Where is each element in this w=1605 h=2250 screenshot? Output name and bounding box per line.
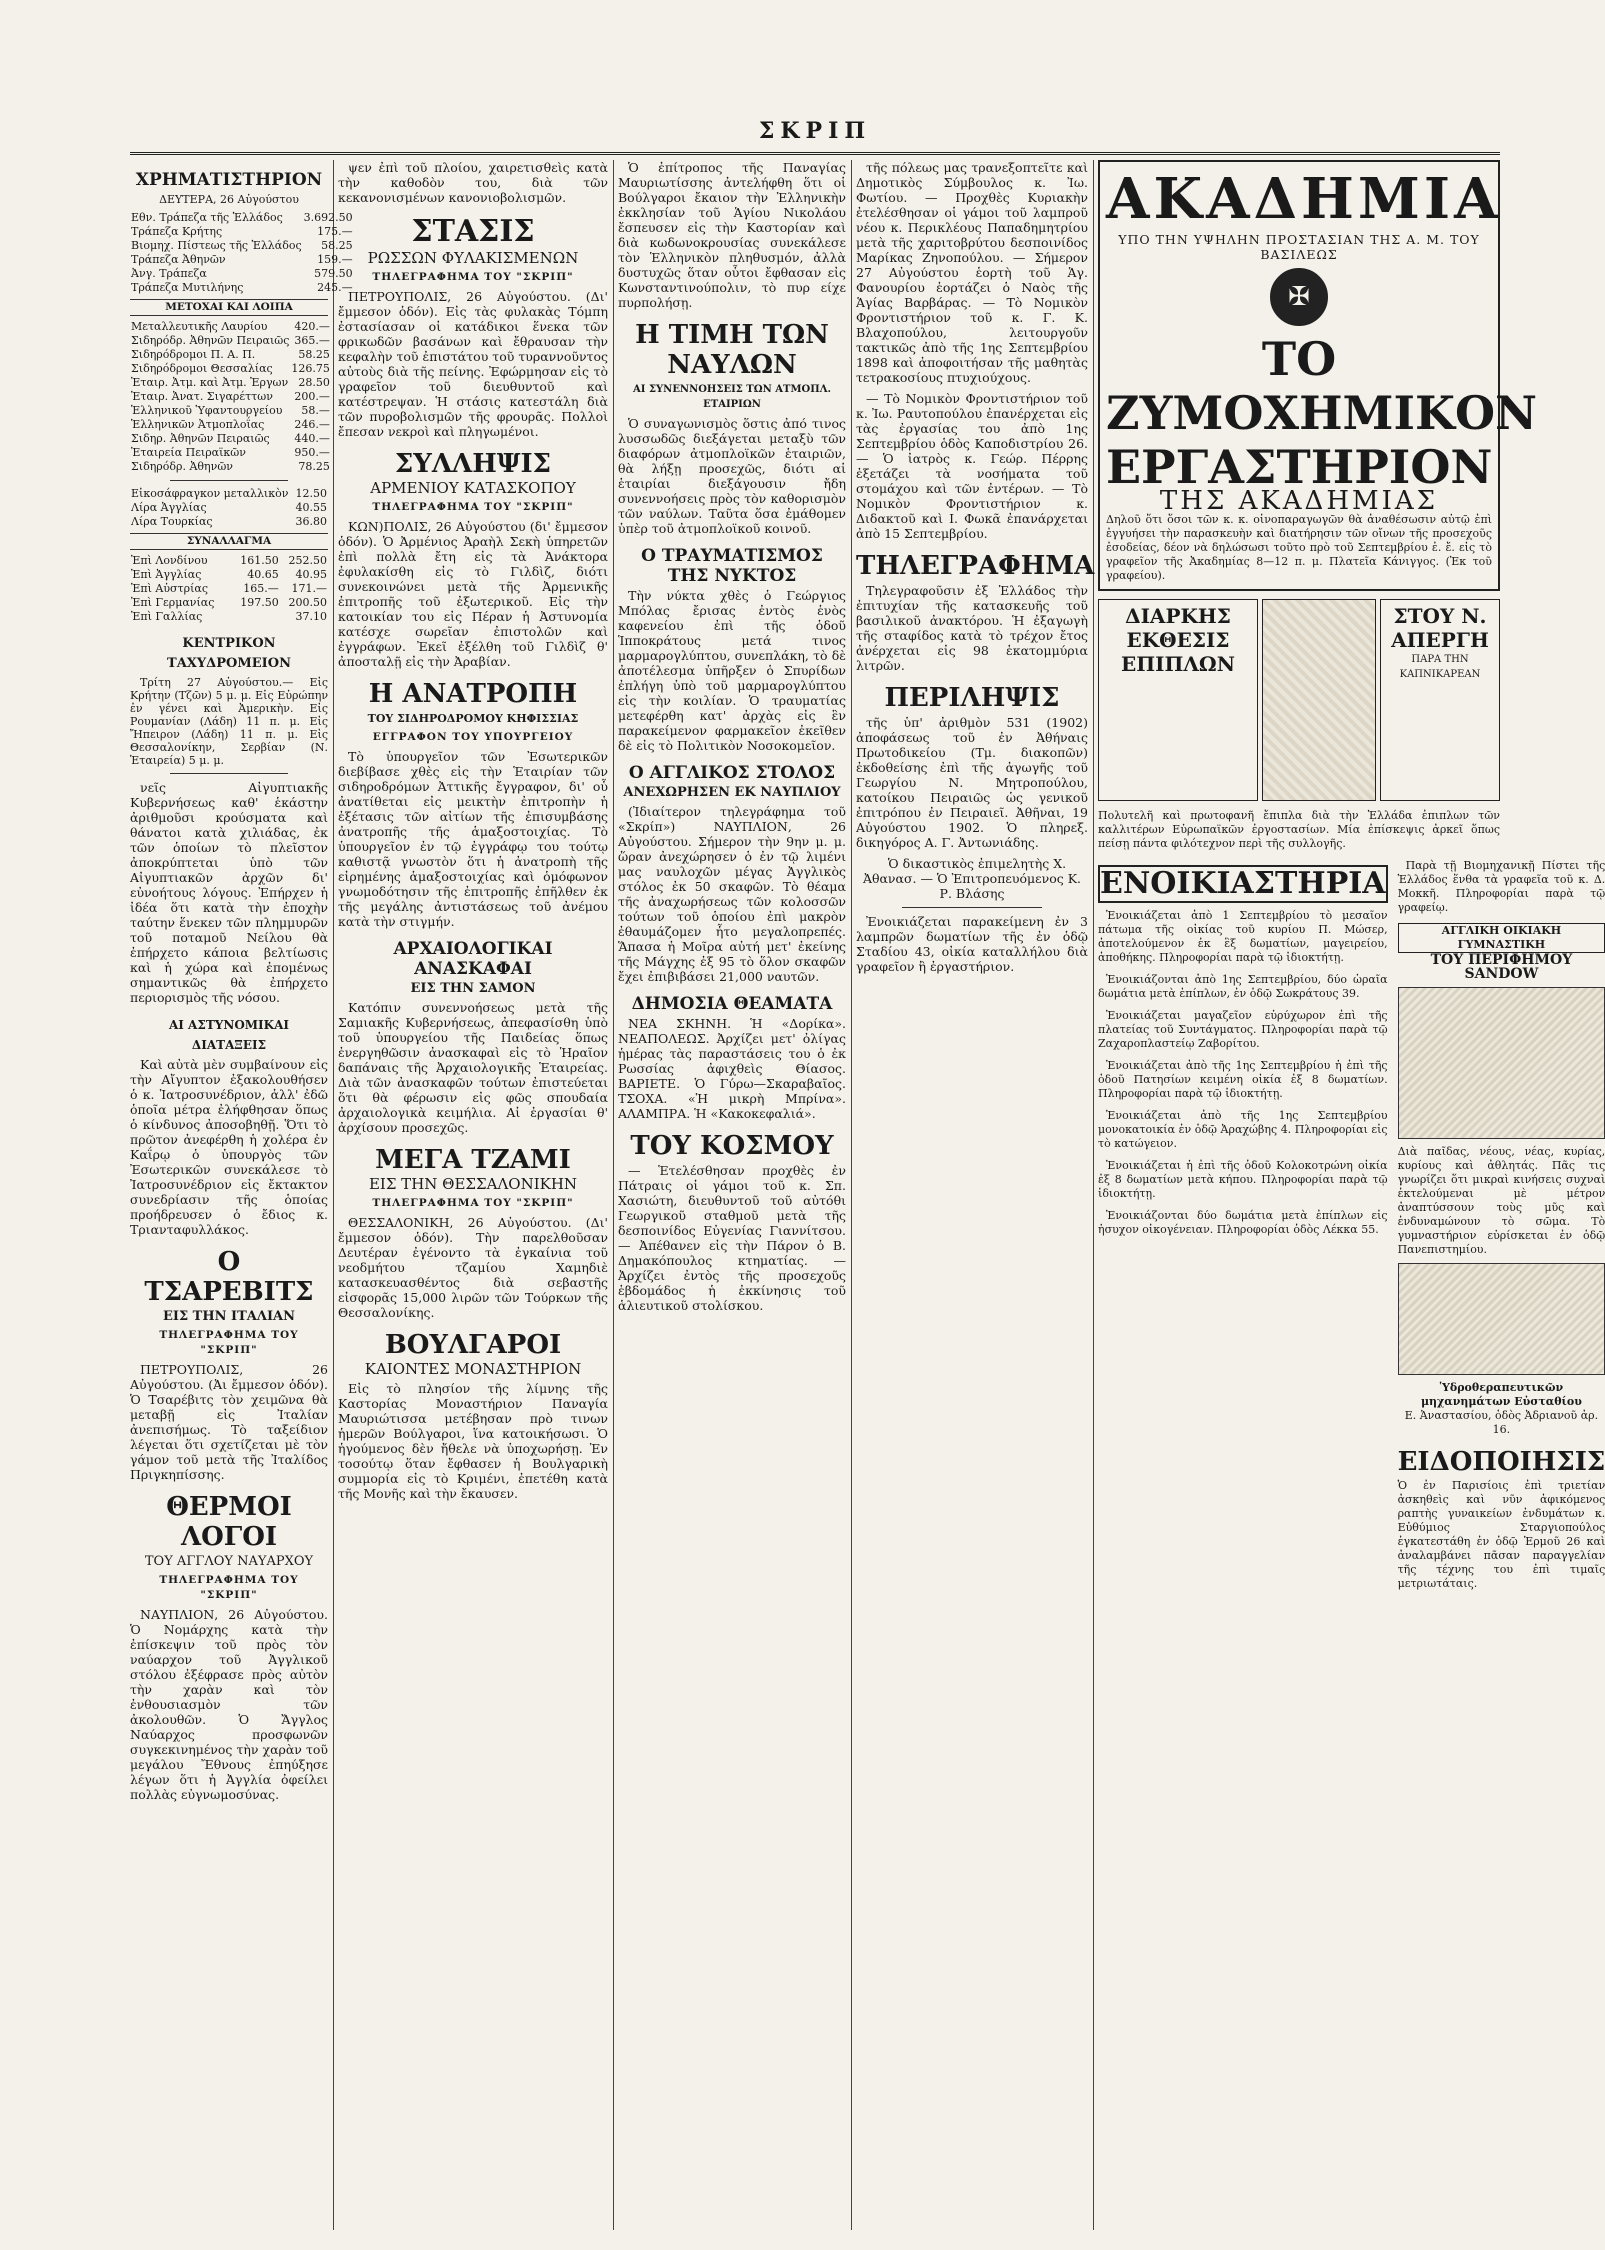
divider bbox=[170, 480, 289, 481]
column-rule bbox=[851, 160, 852, 2230]
table-cell-value: 440.— bbox=[294, 432, 330, 445]
expo-right bbox=[1380, 599, 1500, 801]
column-rule bbox=[613, 160, 614, 2230]
article-text: ψεν ἐπὶ τοῦ πλοίου, χαιρετισθεὶς κατὰ τὴν καθοδὸν του, διὰ τῶν κεκανονισμένων κανονιοβολισμῶν. bbox=[338, 160, 608, 205]
table-cell-value: 161.50 bbox=[240, 554, 279, 567]
rent-item: Ἐνοικιάζονται ἀπὸ 1ης Σεπτεμβρίου, δύο ὡραῖα δωμάτια μετὰ ἐπίπλων, ἐν ὁδῷ Σωκράτους 39. bbox=[1098, 973, 1388, 1000]
table-cell-label: Σιδηρόδρ. Ἀθηνῶν Πειραιῶς bbox=[131, 334, 290, 347]
mosque-title: ΜΕΓΑ ΤΖΑΜΙ bbox=[375, 1145, 571, 1175]
table-cell-label: Βιομηχ. Πίστεως τῆς Ἑλλάδος bbox=[131, 239, 302, 252]
table-row bbox=[130, 610, 328, 624]
table-row bbox=[130, 211, 354, 225]
table-cell-value: 36.80 bbox=[295, 515, 327, 528]
rent-item: Ἐνοικιάζεται ἀπὸ 1 Σεπτεμβρίου τὸ μεσαῖον πάτωμα τῆς οἰκίας τοῦ κυρίου Π. Μώσερ, ἀποτελούμενον ἐκ ἓξ δωματίων, μαγειρείου, ἀποθήκης. Πληροφορίαι παρὰ τῷ ἰδιοκτήτῃ. bbox=[1098, 909, 1388, 964]
furniture-ad bbox=[1098, 599, 1500, 801]
table-cell-value: 3.692.50 bbox=[303, 211, 353, 224]
table-row bbox=[130, 432, 331, 446]
column-rule bbox=[1093, 160, 1094, 2230]
hydro-illustration bbox=[1398, 1263, 1605, 1375]
column-rule bbox=[333, 160, 334, 2230]
table-row bbox=[130, 568, 328, 582]
table-cell-label: Τράπεζα Κρήτης bbox=[131, 225, 223, 238]
table-cell-label: Ἐπὶ Λονδίνου bbox=[131, 554, 208, 567]
hydro-text: Ε. Ἀναστασίου, ὁδὸς Ἀδριανοῦ ἀρ. 16. bbox=[1404, 1409, 1599, 1436]
mutiny-telegram: ΤΗΛΕΓΡΑΦΗΜΑ ΤΟΥ "ΣΚΡΙΠ" bbox=[372, 271, 574, 283]
table-cell-value: 40.55 bbox=[295, 501, 327, 514]
expo-right-title: ΣΤΟΥ Ν. ΑΠΕΡΓΗ bbox=[1391, 604, 1489, 652]
world-title: ΤΟΥ ΚΟΣΜΟΥ bbox=[630, 1131, 834, 1161]
table-cell-value: 246.— bbox=[294, 418, 330, 431]
notice-title: ΕΙΔΟΠΟΙΗΣΙΣ bbox=[1397, 1447, 1605, 1477]
table-cell-value: 245.— bbox=[317, 281, 353, 294]
gym-text: Διὰ παῖδας, νέους, νέας, κυρίας, κυρίους καὶ ἀθλητάς. Πᾶς τις γνωρίζει ὅτι μικραὶ κινήσεις συχναὶ ἐκτελούμεναι μὲ μέτρον ἀναπτύσσουν τοὺς μῦς καὶ ἐνδυναμώνουν τὸ σῶμα. Τὸ γυμναστήριον εὑρίσκεται ἐν ὁδῷ Πανεπιστημίου. bbox=[1397, 1145, 1605, 1256]
table-cell-value: 171.— bbox=[291, 582, 327, 595]
tsarevitch-text: ΠΕΤΡΟΥΠΟΛΙΣ, 26 Αὐγούστου. (Ἀι ἔμμεσον ὁδόν). Ὁ Τσαρέβιτς τὸν χειμῶνα θὰ μεταβῇ εἰς Ἰταλίαν ἀνεπισήμως. Τὸ ταξείδιον λέγεται ὅτι σχετίζεται μὲ τὸν γάμον τοῦ μετὰ τῆς Ἰταλίδος Πριγκηπίσσης. bbox=[130, 1362, 328, 1482]
hot-sub: ΤΟΥ ΑΓΓΛΟΥ ΝΑΥΑΡΧΟΥ bbox=[144, 1554, 314, 1569]
mosque-sub: ΕΙΣ ΤΗΝ ΘΕΣΣΑΛΟΝΙΚΗΝ bbox=[368, 1175, 578, 1193]
table-row bbox=[130, 362, 331, 376]
table-row bbox=[130, 376, 331, 390]
arrest-text: ΚΩΝ)ΠΟΛΙΣ, 26 Αὐγούστου (δι' ἔμμεσον ὁδόν). Ὁ Ἀρμένιος Ἀραὴλ Σεκὴ ὑπηρετῶν ἐπὶ πολλὰ ἔτη εἰς τὰ Ἀνάκτορα ἐφυλακίσθη εἰς τὸ Γιλδὶζ, διότι συνεκοινώνει μετὰ τῆς Ἀρμενικῆς ἐπιτροπῆς τοῦ ἐξωτερικοῦ. Εἰς τὴν κατοικίαν του εἰς Πέραν ἡ Ἀστυνομία κατέσχε σωρεῖαν ἐπιστολῶν καὶ ἐγγράφων. Ἐκεῖ ἐξέλθη τοῦ Γιλδὶζ θ' ἀποσταλῇ εἰς τὴν Ἀραβίαν. bbox=[338, 519, 608, 669]
rent-notice-text: Ἐνοικιάζεται παρακείμενη ἐν 3 λαμπρῶν δωματίων τῆς ἐν ὁδῷ Σταδίου 43, οἰκία καταλλήλου διὰ γραφεῖον ἢ ἐργαστήριον. bbox=[856, 914, 1088, 974]
table-cell-value: 252.50 bbox=[288, 554, 327, 567]
arrest-title: ΣΥΛΛΗΨΙΣ bbox=[394, 449, 552, 479]
rent-item: Ἐνοικιάζεται ἀπὸ τῆς 1ης Σεπτεμβρίου ἡ ἐπὶ τῆς ὁδοῦ Πατησίων κειμένη οἰκία ἐξ 8 δωματίων. Πληροφορίαι παρὰ τῷ ἰδιοκτήτῃ. bbox=[1098, 1059, 1388, 1100]
rent-and-gym bbox=[1098, 859, 1605, 1591]
arrest-telegram: ΤΗΛΕΓΡΑΦΗΜΑ ΤΟΥ "ΣΚΡΙΠ" bbox=[372, 501, 574, 513]
arch-title: ΑΡΧΑΙΟΛΟΓΙΚΑΙ ΑΝΑΣΚΑΦΑΙ bbox=[393, 939, 553, 979]
mosque-telegram: ΤΗΛΕΓΡΑΦΗΜΑ ΤΟΥ "ΣΚΡΙΠ" bbox=[372, 1197, 574, 1209]
table-cell-value: 197.50 bbox=[240, 596, 279, 609]
article-text: νεῖς Αἰγυπτιακῆς Κυβερνήσεως καθ' ἑκάστην ἀριθμοῦσι κρούσματα καὶ θάνατοι κατὰ χιλιάδας, ἐκ τῶν ὁποίων τὸ πλεῖστον ἀποκρύπτεται ὑπὸ τῶν Αἰγυπτιακῶν ἀρχῶν δι' εὐνοήτους λόγους. Ἐπήρχεν ἡ ἰδέα ὅτι κατὰ τὴν ἐποχὴν ταύτην ἕνεκεν τῶν πλημμυρῶν τοῦ ποταμοῦ Νείλου θὰ ἐπήρχετο κάποια βελτίωσις καὶ ἡ χώρα καὶ ἐπομένως σημαντικῶς θὰ ἐπήρχετο περιορισμὸς τῆς νόσου. bbox=[130, 780, 328, 1005]
post-text: Τρίτη 27 Αὐγούστου.— Εἰς Κρήτην (Τζῶν) 5 μ. μ. Εἰς Εὐρώπην ἐν γένει καὶ Ἀμερικὴν. Εἰς Ρουμανίαν (Λάδη) 11 π. μ. Εἰς Ἤπειρον (Λάδη) 11 π. μ. Εἰς Θεσσαλονίκην, Σερβίαν (Ν. Ἑταιρεία) 5 μ. μ. bbox=[130, 676, 328, 767]
wound-text: Τὴν νύκτα χθὲς ὁ Γεώργιος Μπόλας ἔρισας ἐντὸς ἑνὸς καφενείου ἐπὶ τῆς ὁδοῦ Ἱπποκράτους μετά τινος μαρμαρογλύπτου, συνεπλάκη, τὸ δὲ ἀποτέλεσμα ὑπῆρξεν ὁ Σπυρίδων ἐπλήγη ὑπὸ τοῦ μαρμαρογλύπτου εἰς τὴν κοιλίαν. Ὁ τραυματίας μετεφέρθη κατ' ἀρχὰς εἰς ἓν παρακείμενον φαρμακεῖον ἐκεῖθεν δὲ εἰς τὸ Πολιτικὸν Νοσοκομεῖον. bbox=[618, 588, 846, 753]
telegrams-title: ΤΗΛΕΓΡΑΦΗΜΑ bbox=[856, 551, 1095, 581]
mosque-text: ΘΕΣΣΑΛΟΝΙΚΗ, 26 Αὐγούστου. (Δι' ἔμμεσον ὁδόν). Τὴν παρελθοῦσαν Δευτέραν ἐγένοντο τὰ ἐγκαίνια τοῦ νεοδμήτου τζαμίου Χαμηδιὲ κατασκευασθέντος διὰ σεβαστῆς εἰσφορᾶς 15,000 λιρῶν τῶν Τούρκων τῆς Θεσσαλονίκης. bbox=[338, 1215, 608, 1320]
newspaper-title: ΣΚΡΙΠ bbox=[758, 118, 872, 144]
summary-title: ΠΕΡΙΛΗΨΙΣ bbox=[884, 683, 1060, 713]
bourse-table-b bbox=[130, 320, 331, 474]
table-cell-value: 175.— bbox=[317, 225, 353, 238]
lab-title: ΤΟ ΖΥΜΟΧΗΜΙΚΟΝ ΕΡΓΑΣΤΗΡΙΟΝ bbox=[1106, 332, 1538, 494]
lab-text: Δηλοῦ ὅτι ὅσοι τῶν κ. κ. οἰνοπαραγωγῶν θὰ ἀναθέσωσιν αὐτῷ ἐπὶ ἐγγυήσει τὴν παρασκευὴν καὶ διατήρησιν τῶν οἴνων τῆς προσεχοῦς ἐσοδείας, δέον νὰ δηλώσωσι τοῦτο πρὸ τοῦ Σεπτεμβρίου ἐ. ἔ. εἰς τὸ γραφεῖον τῆς Ἀκαδημίας 8—12 π. μ. Πλατεῖα Κάνιγγος. (Ἐκ τοῦ γραφείου). bbox=[1106, 513, 1492, 582]
world-text: — Ἑτελέσθησαν προχθὲς ἐν Πάτραις οἱ γάμοι τοῦ κ. Σπ. Χασιώτη, διευθυντοῦ τοῦ αὐτόθι Γεωργικοῦ σταθμοῦ μετὰ τῆς δεσποινίδος Εὐγενίας Γιαννίτσου. — Ἀπέθανεν εἰς τὴν Πάρον ὁ Β. Δημακόπουλος κτηματίας. — Ἀρχίζει ἐντὸς τῆς προσεχοῦς ἑβδομάδος ἡ ἐκκίνησις τοῦ ἁλιευτικοῦ στολίσκου. bbox=[618, 1163, 846, 1313]
table-cell-label: Τράπεζα Μυτιλήνης bbox=[131, 281, 244, 294]
hydro-title: Ὑδροθεραπευτικῶν μηχανημάτων Εὐσταθίου bbox=[1421, 1381, 1582, 1408]
gym-column bbox=[1398, 859, 1605, 1591]
table-cell-label: Ἀνγ. Τράπεζα bbox=[131, 267, 207, 280]
signature-text: Ὁ δικαστικὸς ἐπιμελητὴς Χ. Ἀθανασ. — Ὁ Ἐπιτροπευόμενος Κ. Ρ. Βλάσης bbox=[862, 856, 1082, 901]
table-cell-value: 579.50 bbox=[314, 267, 353, 280]
table-cell-value: 78.25 bbox=[298, 460, 330, 473]
article-text: Ὁ ἐπίτροπος τῆς Παναγίας Μαυριωτίσσης ἀντελήφθη ὅτι οἱ Βούλγαροι ἔκαιον τὴν Ἑλληνικὴν ἐκκλησίαν τοῦ Ἁγίου Νικολάου ἔσπευσεν εἰς τὴν Καστορίαν καὶ διὰ κωδωνοκρουσίας συνεκάλεσε τὸν Ἑλληνικὸν πληθυσμόν, ἀλλὰ δυστυχῶς ὅταν οὗτοι ἔφθασαν εἰς Κωνσταντινούπολιν, τὸ πυρ είχε πυρπολήσῃ. bbox=[618, 160, 846, 310]
table-row bbox=[130, 320, 331, 334]
table-row bbox=[130, 253, 354, 267]
masthead bbox=[130, 118, 1500, 155]
overturn-text: Τὸ ὑπουργεῖον τῶν Ἐσωτερικῶν διεβίβασε χθὲς εἰς τὴν Ἑταιρίαν τῶν σιδηροδρόμων Ἀττικῆς ἔγγραφον, δι' οὗ ἀνατίθεται εἰς μεικτὴν ἐπιτροπὴν ἡ ἐξέτασις τῶν αἰτίων τῆς ἐπισυμβάσης ἀνατροπῆς τῆς ἁμαξοστοιχίας. Τὸ ὑπουργεῖον ἐν τῷ ἐγγράφῳ του τούτῳ καθιστᾷ γνωστὸν ὅτι ἡ ἀνατροπὴ τῆς εἰρημένης ἁμαξοστοιχίας καὶ ὁμόφωνον γνωμοδότησιν τῆς ἐπιτροπῆς ἐπῆλθεν ἐκ τῆς μεγάλης ἀντιστάσεως τοῦ ἀνέμου κατὰ τὴν στιγμήν. bbox=[338, 749, 608, 929]
hot-text: ΝΑΥΠΛΙΟΝ, 26 Αὐγούστου. Ὁ Νομάρχης κατὰ τὴν ἐπίσκεψιν τοῦ πρὸς τὸν ναύαρχον τοῦ Ἀγγλικοῦ στόλου ἐξέφρασε πρὸς αὐτὸν τὴν χαρὰν καὶ τὸν ἐνθουσιασμὸν τῶν ἀκολουθῶν. Ὁ Ἄγγλος Ναύαρχος προσφωνῶν συγκεκινημένος τὴν χαρὰν τοῦ μεγάλου Ἔθνους ἐπηύξησε λέγων ὅτι ἡ Ἀγγλία ὀφείλει πολλὰς εὐγνωμοσύνας. bbox=[130, 1607, 328, 1802]
tsarevitch-title: Ο ΤΣΑΡΕΒΙΤΣ bbox=[144, 1247, 314, 1307]
lab-subtitle: ΤΗΣ ΑΚΑΔΗΜΙΑΣ bbox=[1159, 486, 1439, 516]
table-cell-label: Ἐπὶ Αὐστρίας bbox=[131, 582, 209, 595]
rent-item: Ἐνοικιάζεται ἀπὸ τῆς 1ης Σεπτεμβρίου μονοκατοικία ἐν ὁδῷ Ἀραχώβης 4. Πληροφορίαι εἰς τὸ κατώγειον. bbox=[1098, 1109, 1388, 1150]
table-cell-label: Σιδηρ. Ἀθηνῶν Πειραιῶς bbox=[131, 432, 270, 445]
table-cell-label: Ἐπὶ Ἀγγλίας bbox=[131, 568, 202, 581]
mutiny-text: ΠΕΤΡΟΥΠΟΛΙΣ, 26 Αὐγούστου. (Δι' ἔμμεσον ὁδόν). Εἰς τὰς φυλακὰς Τόμπη ἐστασίασαν οἱ κατάδικοι ἕνεκα τῶν φρικωδῶν βασάνων καὶ ἔθραυσαν τὴν κεφαλὴν τοῦ ἐπιστάτου τοῦ τυραννοῦντος αὐτοὺς διὰ τῆς πείνης. Ἐφώρμησαν εἰς τὸ γραφεῖον τοῦ διευθυντοῦ καὶ κατέστρεψαν. Ἡ στάσις κατεστάλη διὰ τῶν πυροβολισμῶν τῆς φρουρᾶς. Πολλοὶ ἔπεσαν νεκροὶ καὶ πληγωμένοι. bbox=[338, 289, 608, 439]
column-4 bbox=[856, 160, 1095, 2230]
table-row bbox=[130, 281, 354, 295]
bourse-date: ΔΕΥΤΕΡΑ, 26 Αὐγούστου bbox=[159, 193, 299, 206]
table-cell-value: 950.— bbox=[294, 446, 330, 459]
arrest-sub: ΑΡΜΕΝΙΟΥ ΚΑΤΑΣΚΟΠΟΥ bbox=[370, 479, 576, 497]
divider bbox=[902, 907, 1041, 908]
table-cell-label: Ἑλληνικῶν Ἀτμοπλοΐας bbox=[131, 418, 265, 431]
summary-text: τῆς ὑπ' ἀριθμὸν 531 (1902) ἀποφάσεως τοῦ ἐν Ἀθήναις Πρωτοδικείου (Τμ. διακοπῶν) ἐκδοθείσης ἐπὶ τῆς ἀγωγῆς τοῦ Γεωργίου Ν. Μητροπούλου, κατοίκου Πειραιῶς ὡς γενικοῦ ἐπιτρόπου ἐν Πειραιεῖ. Ἀθῆναι, 19 Αὐγούστου 1902. Ὁ πληρεξ. δικηγόρος Α. Γ. Ἀντωνιάδης. bbox=[856, 715, 1088, 850]
fares-sub: ΑΙ ΣΥΝΕΝΝΟΗΣΕΙΣ ΤΩΝ ΑΤΜΟΠΛ. ΕΤΑΙΡΙΩΝ bbox=[633, 384, 831, 410]
table-cell-value: 420.— bbox=[294, 320, 330, 333]
table-cell-label: Λίρα Τουρκίας bbox=[131, 515, 213, 528]
table-row bbox=[130, 225, 354, 239]
table-row bbox=[130, 554, 328, 568]
table-row bbox=[130, 239, 354, 253]
overturn-sub: ΤΟΥ ΣΙΔΗΡΟΔΡΟΜΟΥ ΚΗΦΙΣΣΙΑΣ bbox=[367, 712, 579, 725]
hot-telegram: ΤΗΛΕΓΡΑΦΗΜΑ ΤΟΥ "ΣΚΡΙΠ" bbox=[159, 1574, 299, 1601]
mutiny-sub: ΡΩΣΣΩΝ ΦΥΛΑΚΙΣΜΕΝΩΝ bbox=[367, 249, 579, 267]
royal-crest-icon: ✠ bbox=[1270, 268, 1328, 326]
table-cell-value: 58.25 bbox=[321, 239, 353, 252]
bourse-title: ΧΡΗΜΑΤΙΣΤΗΡΙΟΝ bbox=[135, 170, 323, 190]
table-cell-label: Μεταλλευτικῆς Λαυρίου bbox=[131, 320, 268, 333]
fleet-sub: ΑΝΕΧΩΡΗΣΕΝ ΕΚ ΝΑΥΠΛΙΟΥ bbox=[623, 785, 841, 800]
arch-sub: ΕΙΣ ΤΗΝ ΣΑΜΟΝ bbox=[410, 981, 536, 996]
rent-item: Ἐνοικιάζονται δύο δωμάτια μετὰ ἐπίπλων εἰς ἡσυχον οἰκογένειαν. Πληροφορίαι ὁδὸς Λέκκα 55. bbox=[1098, 1209, 1388, 1236]
furniture-illustration bbox=[1262, 599, 1376, 801]
table-cell-value: 58.25 bbox=[298, 348, 330, 361]
arch-text: Κατόπιν συνεννοήσεως μετὰ τῆς Σαμιακῆς Κυβερνήσεως, ἀπεφασίσθη ὑπὸ τοῦ ὑπουργείου τῆς Παιδείας ὅπως ἐνεργηθῶσιν ἀνασκαφαὶ εἰς τὸ Ἡραῖον δαπάναις τῆς Ἀρχαιολογικῆς Ἑταιρείας. Διὰ τῶν ἀνασκαφῶν τούτων ἐπιστεύεται ὅτι θὰ φέρωσιν εἰς φῶς σπουδαία ἀρχαιολογικὰ κειμήλια. Αἱ ἐργασίαι θ' ἀρχίσουν προσεχῶς. bbox=[338, 1000, 608, 1135]
telegrams-text: Τηλεγραφοῦσιν ἐξ Ἑλλάδος τὴν ἐπιτυχίαν τῆς κατασκευῆς τοῦ βασιλικοῦ ἀνακτόρου. Ἡ ἐξαγωγὴ τῆς σταφίδος κατὰ τὸ τρέχον ἔτος ἀνέρχεται εἰς 98 ἑκατομμύρια λιτρῶν. bbox=[856, 583, 1088, 673]
bourse-table-d bbox=[130, 554, 328, 624]
rent-right-text: Παρὰ τῇ Βιομηχανικῇ Πίστει τῆς Ἑλλάδος ἕνθα τὰ γραφεῖα τοῦ κ. Δ. Μοκκῆ. Πληροφορίαι παρὰ τῷ γραφείῳ. bbox=[1397, 859, 1605, 914]
table-cell-label: Ἐταιρ. Ἀνατ. Σιγαρέττων bbox=[131, 390, 273, 403]
table-row bbox=[130, 460, 331, 474]
column-1 bbox=[130, 160, 353, 2230]
rent-items bbox=[1098, 909, 1388, 1237]
article-text: — Τὸ Νομικὸν Φροντιστήριον τοῦ κ. Ἰω. Ραυτοπούλου ἐπανέρχεται εἰς τὰς ἐργασίας του ἀπὸ 1ης Σεπτεμβρίου ὁδὸς Καποδιστρίου 26. — Ὁ ἰατρὸς κ. Γεώρ. Πέρρης ἐξετάζει τὰ νοσήματα τοῦ στομάχου καὶ τῶν ἐντέρων. — Τὸ Νομικὸν Φροντιστήριον κ. Διδακτοῦ καὶ Ι. Φωκᾶ ἐπανάρχεται ἀπὸ 15 Σεπτεμβρίου. bbox=[856, 391, 1088, 541]
rent-title: ΕΝΟΙΚΙΑΣΤΗΡΙΑ bbox=[1100, 866, 1386, 901]
fleet-text: (Ἰδιαίτερον τηλεγράφημα τοῦ «Σκρίπ») ΝΑΥΠΛΙΟΝ, 26 Αὐγούστου. Σήμερον τὴν 9ην μ. μ. ὥραν ἀνεχώρησεν ὁ ἐν τῷ λιμένι μας ναυλοχῶν μέγας Ἀγγλικὸς στόλος ἐκ 50 σκαφῶν. Τὸ θέαμα τῆς ἀναχωρήσεως τῶν κολοσσῶν τούτων τοῦ ὁποίου ἐπὶ μακρὸν ἐθαυμάζομεν ἧτο μεγαλοπρεπές. Ἅπασα ἡ Μοῖρα αὐτή μετ' ἐκείνης τῆς Μάγχης ἐξ 95 τὸ ὅλον σκαφῶν ἔχει ἐπιβιβάσει 21,000 ναυτῶν. bbox=[618, 804, 846, 984]
table-cell-label: Σιδηρόδρ. Ἀθηνῶν bbox=[131, 460, 233, 473]
rates-head: ΣΥΝΑΛΛΑΓΜΑ bbox=[130, 533, 328, 550]
theaters-title: ΔΗΜΟΣΙΑ ΘΕΑΜΑΤΑ bbox=[631, 994, 833, 1014]
table-cell-label: Ἐπὶ Γερμανίας bbox=[131, 596, 215, 609]
table-row bbox=[130, 390, 331, 404]
table-cell-label: Ἑλληνικοῦ Ὑφαντουργείου bbox=[131, 404, 283, 417]
bulgarians-sub: ΚΑΙΟΝΤΕΣ ΜΟΝΑΣΤΗΡΙΟΝ bbox=[364, 1360, 582, 1378]
expo-right-sub: ΠΑΡΑ ΤΗΝ ΚΑΠΝΙΚΑΡΕΑΝ bbox=[1399, 654, 1481, 680]
academy-title: ΑΚΑΔΗΜΙΑ bbox=[1106, 166, 1502, 232]
expo-text: Πολυτελῆ καὶ πρωτοφανῆ ἔπιπλα διὰ τὴν Ἑλλάδα ἐπιπλων τῶν καλλιτέρων Εὐρωπαϊκῶν ἐργοστασίων. Μία ἐπίσκεψις ἀρκεῖ ὅπως πείσῃ πάντα φιλότεχνον περὶ τῆς συλλογῆς. bbox=[1098, 809, 1500, 850]
table-cell-value: 200.— bbox=[294, 390, 330, 403]
rent-column bbox=[1098, 859, 1388, 1591]
table-cell-label: Εἰκοσάφραγκον μεταλλικὸν bbox=[131, 487, 289, 500]
table-cell-value: 28.50 bbox=[298, 376, 330, 389]
table-cell-value: 58.— bbox=[301, 404, 330, 417]
table-row bbox=[130, 446, 331, 460]
hot-title: ΘΕΡΜΟΙ ΛΟΓΟΙ bbox=[166, 1492, 292, 1552]
table-row bbox=[130, 596, 328, 610]
loans-head: ΜΕΤΟΧΑΙ ΚΑΙ ΛΟΙΠΑ bbox=[130, 299, 328, 316]
notice-text: Ὁ ἐν Παρισίοις ἐπὶ τριετίαν ἀσκηθεὶς καὶ νῦν ἀφικόμενος ραπτὴς γυναικείων ἐνδυμάτων κ. Εὐθύμιος Σταργιοπούλος ἐγκατεστάθη ἐν ὁδῷ Ἑρμοῦ 26 καὶ ἀναλαμβάνει πᾶσαν παραγγελίαν τῆς τέχνης του ἐπὶ τιμαῖς μετριωτάταις. bbox=[1397, 1479, 1605, 1590]
table-cell-value: 12.50 bbox=[295, 487, 327, 500]
theaters-text: ΝΕΑ ΣΚΗΝΗ. Ἡ «Δορίκα». ΝΕΑΠΟΛΕΩΣ. Ἀρχίζει μετ' ὀλίγας ἡμέρας τὰς παραστάσεις του ὁ ἐκ Ρωσσίας ἀφιχθεὶς Θίασος. ΒΑΡΙΕΤΕ. Ὁ Γύρω—Σκαραβαῖος. ΤΣΟΧΑ. «Ἡ μικρὴ Μπρίνα». ΑΛΑΜΠΡΑ. Ἡ «Κακοκεφαλιά». bbox=[618, 1016, 846, 1121]
table-row bbox=[130, 334, 331, 348]
table-cell-value: 40.95 bbox=[295, 568, 327, 581]
table-row bbox=[130, 582, 328, 596]
tsarevitch-sub: ΕΙΣ ΤΗΝ ΙΤΑΛΙΑΝ bbox=[162, 1309, 296, 1324]
table-cell-value: 37.10 bbox=[295, 610, 327, 623]
bulgarians-text: Εἰς τὸ πλησίον τῆς λίμνης τῆς Καστορίας Μοναστήριον Παναγία Μαυριώτισσα μετέβησαν πρὸ τινων ἡμερῶν Βούλγαροι, ἵνα κατοικήσωσι. Ὁ ἡγούμενος δὲν ἤθελε νὰ ὑποχωρήσῃ. Ἐν τοσούτῳ ὅταν ἔφθασεν ἡ Βουλγαρικὴ συμμορία εἰς τὸ Κριμένι, ἐπετέθη κατὰ τῆς Μονῆς καὶ τὴν ἔκαυσεν. bbox=[338, 1381, 608, 1501]
table-cell-label: Ἐπὶ Γαλλίας bbox=[131, 610, 203, 623]
table-row bbox=[130, 348, 331, 362]
academy-ad bbox=[1098, 160, 1538, 591]
overturn-title: Η ΑΝΑΤΡΟΠΗ bbox=[368, 679, 578, 709]
column-2 bbox=[338, 160, 608, 2230]
table-row bbox=[130, 267, 354, 281]
table-cell-value bbox=[232, 610, 280, 624]
expo-title: ΔΙΑΡΚΗΣ ΕΚΘΕΣΙΣ ΕΠΙΠΛΩΝ bbox=[1121, 604, 1235, 676]
gym-subtitle: ΤΟΥ ΠΕΡΙΦΗΜΟΥ SANDOW bbox=[1430, 952, 1573, 982]
article-text: τῆς πόλεως μας τρανεξοπτεῖτε καὶ Δημοτικὸς Σύμβουλος κ. Ἰω. Φωτίου. — Προχθὲς Κυριακὴν ἐτελέσθησαν οἱ γάμοι τοῦ λαμπροῦ νέου κ. Περικλέους Παπαδημητρίου μετὰ τῆς χαριτοβρύτου δεσποινίδος Μαρίκας Ζηνοπούλου. — Σήμερον 27 Αὐγούστου ἑορτὴ τοῦ Ἁγ. Φανουρίου ἑορτάζει ὁ Ναὸς τῆς Ἁγίας Βαρβάρας. — Τὸ Νομικὸν Φροντιστήριον τοῦ κ. Γ. Κ. Βλαχοπούλου, λειτουργοῦν τακτικῶς ἀπὸ τῆς 1ης Σεπτεμβρίου 1898 καὶ ἀποφοιτήσαν τῆς μαθητὰς τετρακοσίους πτυχιούχους. bbox=[856, 160, 1088, 385]
academy-subtitle: ΥΠΟ ΤΗΝ ΥΨΗΛΗΝ ΠΡΟΣΤΑΣΙΑΝ ΤΗΣ Α. Μ. ΤΟΥ ΒΑΣΙΛΕΩΣ bbox=[1118, 232, 1480, 262]
bulgarians-title: ΒΟΥΛΓΑΡΟΙ bbox=[384, 1330, 562, 1360]
gym-illustration bbox=[1398, 987, 1605, 1139]
table-cell-value: 165.— bbox=[243, 582, 279, 595]
measures-text: Καὶ αὐτὰ μὲν συμβαίνουν εἰς τὴν Αἴγυπτον ἐξακολουθήσεν ὁ κ. Ἰατροσυνέδριον, ἀλλ' ἐδῶ ὁποῖα μέτρα ἐλήφθησαν ὅπως ὁ κίνδυνος ἀποσοβηθῇ. Ὅτι τὸ πρῶτον ἀνεφέρθη ἡ χολέρα ἐν Καΐρῳ ὁ ὑπουργὸς τῶν Ἐσωτερικῶν συνεκάλεσε τὸ Ἰατροσυνέδριον εἰς ἔκτακτον συνεδρίασιν τῆς ὁποίας προήδρευσεν ὁ ἔδιος κ. Τριανταφυλλάκος. bbox=[130, 1057, 328, 1237]
table-cell-label: Εθν. Τράπεζα τῆς Ἑλλάδος bbox=[131, 211, 283, 224]
expo-left bbox=[1098, 599, 1258, 801]
fares-text: Ὁ συναγωνισμὸς ὅστις ἀπό τινος λυσσωδῶς διεξάγεται μεταξὺ τῶν διαφόρων ἀτμοπλοϊκῶν ἑταιριῶν, θὰ λήξῃ προσεχῶς, διότι αἱ ἑταιρίαι διεξάγουσιν ἤδη συνεννοήσεις πρὸς τὸν καθορισμὸν τῶν ναύλων. Ταῦτα ὅσα ἐμάθομεν ὑπὲρ τοῦ ἀτμοπλοϊκοῦ κοινοῦ. bbox=[618, 416, 846, 536]
divider bbox=[170, 773, 289, 774]
tsarevitch-telegram: ΤΗΛΕΓΡΑΦΗΜΑ ΤΟΥ "ΣΚΡΙΠ" bbox=[159, 1329, 299, 1356]
table-cell-label: Λίρα Ἀγγλίας bbox=[131, 501, 207, 514]
table-cell-value: 126.75 bbox=[291, 362, 330, 375]
rent-item: Ἐνοικιάζεται ἡ ἐπὶ τῆς ὁδοῦ Κολοκοτρώνη οἰκία ἐξ 8 δωματίων μετὰ κήπου. Πληροφορίαι παρὰ τῷ ἰδιοκτήτῃ. bbox=[1098, 1159, 1388, 1200]
column-5-ads bbox=[1098, 160, 1605, 2230]
table-cell-label: Σιδηρόδρομοι Θεσσαλίας bbox=[131, 362, 273, 375]
gym-title: ΑΓΓΛΙΚΗ ΟΙΚΙΑΚΗ ΓΥΜΝΑΣΤΙΚΗ bbox=[1398, 923, 1605, 953]
table-cell-value: 40.65 bbox=[247, 568, 279, 581]
bourse-table-c bbox=[130, 487, 328, 529]
fleet-title: Ο ΑΓΓΛΙΚΟΣ ΣΤΟΛΟΣ bbox=[628, 763, 836, 783]
measures-title: ΑΙ ΑΣΤΥΝΟΜΙΚΑΙ ΔΙΑΤΑΞΕΙΣ bbox=[168, 1018, 290, 1052]
rent-item: Ἐνοικιάζεται μαγαζεῖον εὐρύχωρον ἐπὶ τῆς πλατείας τοῦ Συντάγματος. Πληροφορίαι παρὰ τῷ Ζαχαροπλαστείῳ Ζαβορίτου. bbox=[1098, 1009, 1388, 1050]
table-cell-value: 200.50 bbox=[288, 596, 327, 609]
bourse-table-a bbox=[130, 211, 354, 295]
table-cell-label: Τράπεζα Ἀθηνῶν bbox=[131, 253, 226, 266]
table-cell-label: Ἐταιρ. Ἀτμ. καὶ Ἀτμ. Ἐργων bbox=[131, 376, 289, 389]
table-cell-value: 365.— bbox=[294, 334, 330, 347]
table-row bbox=[130, 515, 328, 529]
mutiny-title: ΣΤΑΣΙΣ bbox=[411, 214, 535, 249]
fares-title: Η ΤΙΜΗ ΤΩΝ ΝΑΥΛΩΝ bbox=[635, 320, 829, 380]
column-3 bbox=[618, 160, 846, 2230]
table-cell-value: 159.— bbox=[317, 253, 353, 266]
table-row bbox=[130, 418, 331, 432]
table-row bbox=[130, 487, 328, 501]
table-cell-label: Σιδηρόδρομοι Π. Α. Π. bbox=[131, 348, 256, 361]
overturn-telegram: ΕΓΓΡΑΦΟΝ ΤΟΥ ΥΠΟΥΡΓΕΙΟΥ bbox=[372, 731, 574, 743]
wound-title: Ο ΤΡΑΥΜΑΤΙΣΜΟΣ ΤΗΣ ΝΥΚΤΟΣ bbox=[641, 546, 823, 586]
table-row bbox=[130, 501, 328, 515]
table-row bbox=[130, 404, 331, 418]
table-cell-label: Ἐταιρεία Πειραϊκῶν bbox=[131, 446, 246, 459]
post-title: ΚΕΝΤΡΙΚΟΝ ΤΑΧΥΔΡΟΜΕΙΟΝ bbox=[167, 636, 291, 671]
